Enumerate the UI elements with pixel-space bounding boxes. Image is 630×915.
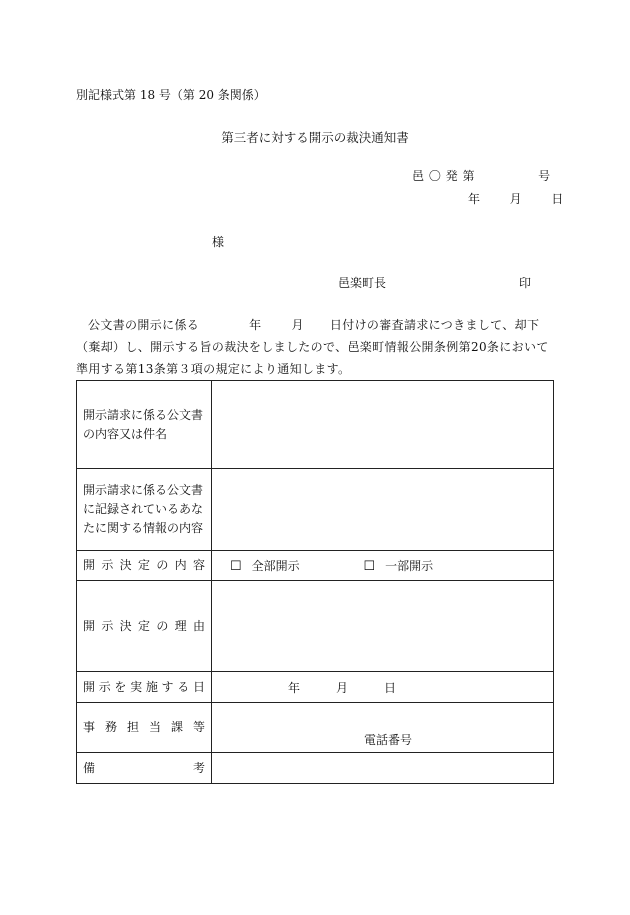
implementation-year: 年 (288, 680, 301, 695)
body-intro: 公文書の開示に係る (88, 318, 200, 332)
decision-content-label: 開示決定の内容 (77, 551, 212, 581)
disclosure-table (76, 380, 554, 784)
addressee-honorific: 様 (212, 235, 225, 249)
table-row (77, 469, 554, 551)
document-date-month: 月 (509, 192, 522, 206)
personal-info-value (212, 469, 554, 551)
decision-reason-label: 開示決定の理由 (77, 581, 212, 672)
document-date-year: 年 (468, 192, 481, 206)
notice-body (76, 314, 554, 380)
table-row (77, 753, 554, 784)
document-date-day: 日 (551, 192, 564, 206)
partial-disclosure-label: 一部開示 (385, 559, 434, 573)
table-row (77, 581, 554, 672)
remarks-value (212, 753, 554, 784)
decision-reason-value (212, 581, 554, 672)
phone-number-label: 電話番号 (364, 733, 413, 747)
document-content-value (212, 381, 554, 469)
body-month: 月 (291, 318, 304, 332)
implementation-date-value (212, 672, 554, 703)
table-row (77, 703, 554, 753)
document-date (468, 190, 563, 207)
table-row (77, 672, 554, 703)
document-number-prefix: 邑 〇 発 第 (412, 169, 475, 183)
implementation-date-label: 開示を実施する日 (77, 672, 212, 703)
implementation-day: 日 (384, 680, 397, 695)
decision-content-value (212, 551, 554, 581)
remarks-label: 備考 (77, 753, 212, 784)
table-row (77, 551, 554, 581)
document-title: 第三者に対する開示の裁決通知書 (221, 130, 409, 145)
document-content-label: 開示請求に係る公文書の内容又は件名 (77, 381, 212, 469)
seal-mark: 印 (519, 276, 532, 290)
body-year: 年 (249, 318, 262, 332)
office-in-charge-value (212, 703, 554, 753)
sender-name: 邑楽町長 (338, 276, 387, 290)
personal-info-label: 開示請求に係る公文書に記録されているあなたに関する情報の内容 (77, 469, 212, 551)
implementation-month: 月 (336, 680, 349, 695)
partial-disclosure-option (364, 557, 434, 574)
full-disclosure-label: 全部開示 (251, 559, 300, 573)
body-rest: 日付けの審査請求につきまして、却下（棄却）し、開示する旨の裁決をしましたので、邑楽町情報公開条例第20条において準用する第13条第３項の規定により通知します。 (76, 318, 549, 376)
checkbox-icon: ☐ (363, 559, 376, 574)
office-in-charge-label: 事務担当課等 (77, 703, 212, 753)
document-number-suffix: 号 (538, 169, 551, 183)
checkbox-icon: ☐ (230, 559, 242, 574)
document-number (412, 167, 550, 184)
table-row (77, 381, 554, 469)
form-number: 別記様式第 18 号（第 20 条関係） (76, 88, 266, 102)
full-disclosure-option (230, 557, 300, 574)
